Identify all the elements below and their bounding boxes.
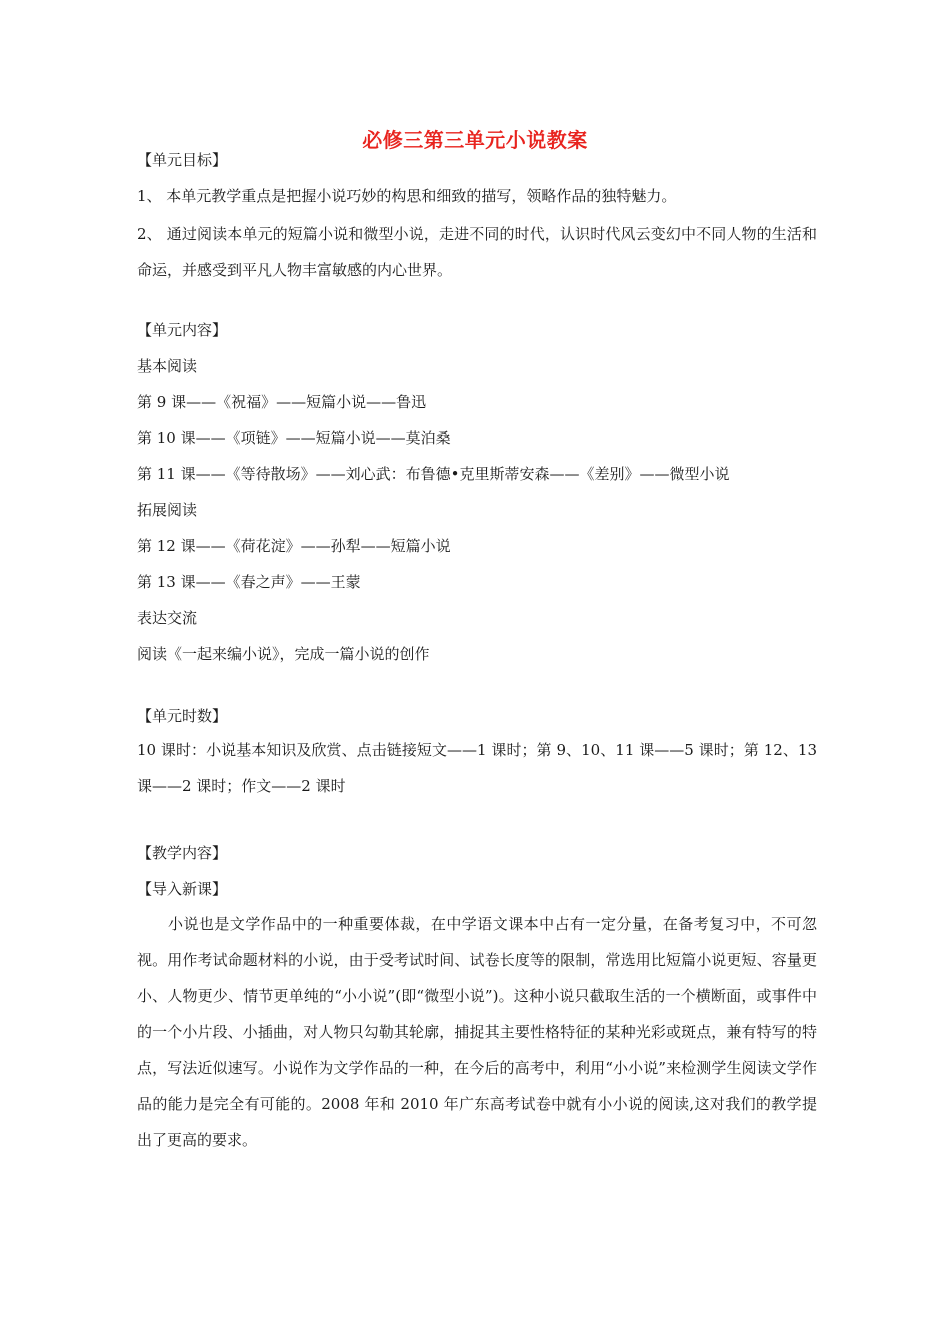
unit-hours-heading: 【单元时数】 <box>137 707 228 725</box>
unit-content-line: 第 10 课——《项链》——短篇小说——莫泊桑 <box>137 429 451 447</box>
unit-goal-item-1: 1、 本单元教学重点是把握小说巧妙的构思和细致的描写，领略作品的独特魅力。 <box>137 187 677 205</box>
unit-goal-item-2: 2、 通过阅读本单元的短篇小说和微型小说，走进不同的时代，认识时代风云变幻中不同人物的生活和命运，并感受到平凡人物丰富敏感的内心世界。 <box>137 225 817 279</box>
intro-paragraph: 小说也是文学作品中的一种重要体裁，在中学语文课本中占有一定分量，在备考复习中，不可忽视。用作考试命题材料的小说，由于受考试时间、试卷长度等的限制，常选用比短篇小说更短、容量更小、人物更少、情节更单纯的“小小说”(即“微型小说”)。这种小说只截取生活的一个横断面，或事件中的一个小片段、小插曲，对人物只勾勒其轮廓，捕捉其主要性格特征的某种光彩或斑点，兼有特写的特点，写法近似速写。小说作为文学作品的一种，在今后的高考中，利用“小小说”来检测学生阅读文学作品的能力是完全有可能的。2008 年和 2010 年广东高考试卷中就有小小说的阅读,这对我们的教学提出了更高的要求。 <box>137 915 817 1149</box>
unit-content-line: 基本阅读 <box>137 357 198 375</box>
unit-hours-text: 10 课时：小说基本知识及欣赏、点击链接短文——1 课时；第 9、10、11 课——5 课时；第 12、13 课——2 课时；作文——2 课时 <box>137 741 817 795</box>
unit-content-line: 拓展阅读 <box>137 501 198 519</box>
document-title: 必修三第三单元小说教案 <box>362 128 588 152</box>
teaching-content-heading: 【教学内容】 <box>137 844 228 862</box>
intro-heading: 【导入新课】 <box>137 880 228 898</box>
unit-content-line: 第 11 课——《等待散场》——刘心武：布鲁德•克里斯蒂安森——《差别》——微型小说 <box>137 465 730 483</box>
unit-content-heading: 【单元内容】 <box>137 321 228 339</box>
unit-goals-heading: 【单元目标】 <box>137 151 228 169</box>
unit-content-line: 第 13 课——《春之声》——王蒙 <box>137 573 361 591</box>
unit-content-line: 第 12 课——《荷花淀》——孙犁——短篇小说 <box>137 537 451 555</box>
unit-content-line: 阅读《一起来编小说》，完成一篇小说的创作 <box>137 645 430 663</box>
unit-content-line: 第 9 课——《祝福》——短篇小说——鲁迅 <box>137 393 427 411</box>
unit-content-line: 表达交流 <box>137 609 198 627</box>
